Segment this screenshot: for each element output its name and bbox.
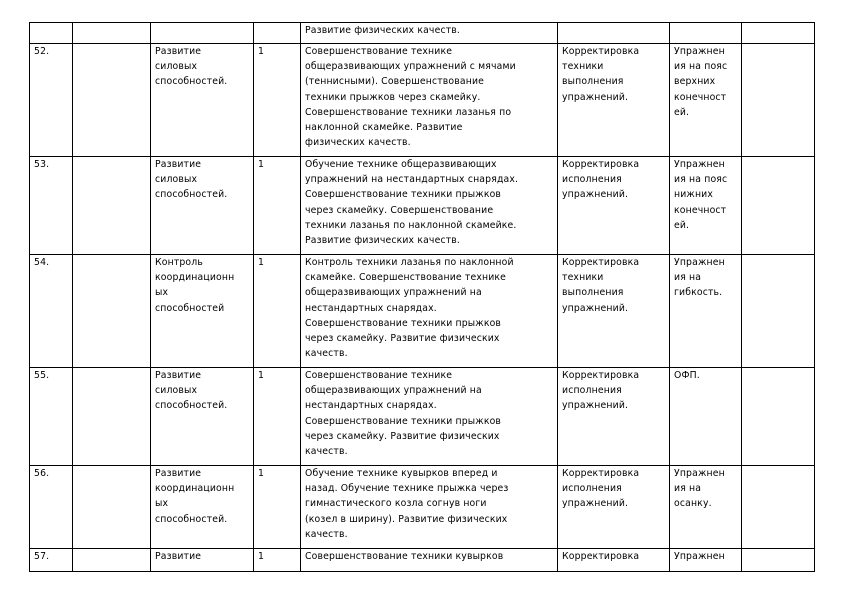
extra-cell xyxy=(742,255,815,368)
lesson-number-cell: 55. xyxy=(30,368,73,466)
hours-cell: 1 xyxy=(254,368,301,466)
homework-cell: Упражнен ия на пояс верхних конечност ей. xyxy=(670,44,742,157)
extra-cell xyxy=(742,44,815,157)
lesson-number-cell xyxy=(30,23,73,44)
lesson-number-cell: 52. xyxy=(30,44,73,157)
date-cell xyxy=(73,157,151,255)
content-cell: Контроль техники лазанья по наклонной скамейке. Совершенствование технике общеразвивающих упражнений на нестандартных снарядах. Совершенствование техники прыжков через скамейку. Развитие физических качеств. xyxy=(301,255,558,368)
extra-cell xyxy=(742,466,815,549)
table-row xyxy=(30,255,815,368)
table-row xyxy=(30,549,815,572)
correction-cell: Корректировка техники выполнения упражнений. xyxy=(558,255,670,368)
extra-cell xyxy=(742,23,815,44)
hours-cell: 1 xyxy=(254,549,301,572)
content-cell: Совершенствование техники кувырков xyxy=(301,549,558,572)
table-row xyxy=(30,466,815,549)
hours-cell: 1 xyxy=(254,157,301,255)
lesson-number-cell: 56. xyxy=(30,466,73,549)
extra-cell xyxy=(742,368,815,466)
correction-cell xyxy=(558,23,670,44)
topic-cell: Развитие силовых способностей. xyxy=(151,157,254,255)
table-row xyxy=(30,44,815,157)
topic-cell xyxy=(151,23,254,44)
date-cell xyxy=(73,23,151,44)
topic-cell: Развитие силовых способностей. xyxy=(151,368,254,466)
extra-cell xyxy=(742,157,815,255)
date-cell xyxy=(73,466,151,549)
table-row xyxy=(30,23,815,44)
topic-cell: Контроль координационн ых способностей xyxy=(151,255,254,368)
hours-cell xyxy=(254,23,301,44)
hours-cell: 1 xyxy=(254,44,301,157)
lesson-number-cell: 53. xyxy=(30,157,73,255)
date-cell xyxy=(73,549,151,572)
date-cell xyxy=(73,44,151,157)
lesson-number-cell: 57. xyxy=(30,549,73,572)
homework-cell: Упражнен ия на осанку. xyxy=(670,466,742,549)
homework-cell: ОФП. xyxy=(670,368,742,466)
hours-cell: 1 xyxy=(254,466,301,549)
content-cell: Совершенствование технике общеразвивающих упражнений на нестандартных снарядах. Совершенствование техники прыжков через скамейку. Развитие физических качеств. xyxy=(301,368,558,466)
content-cell: Обучение технике кувырков вперед и назад. Обучение технике прыжка через гимнастического козла согнув ноги (козел в ширину). Развитие физических качеств. xyxy=(301,466,558,549)
table-row xyxy=(30,157,815,255)
lesson-plan-table xyxy=(29,22,815,572)
lesson-number-cell: 54. xyxy=(30,255,73,368)
content-cell: Обучение технике общеразвивающих упражнений на нестандартных снарядах. Совершенствование техники прыжков через скамейку. Совершенствование техники лазанья по наклонной скамейке. Развитие физических качеств. xyxy=(301,157,558,255)
homework-cell: Упражнен ия на пояс нижних конечност ей. xyxy=(670,157,742,255)
correction-cell: Корректировка исполнения упражнений. xyxy=(558,157,670,255)
correction-cell: Корректировка техники выполнения упражнений. xyxy=(558,44,670,157)
homework-cell: Упражнен ия на гибкость. xyxy=(670,255,742,368)
topic-cell: Развитие силовых способностей. xyxy=(151,44,254,157)
date-cell xyxy=(73,368,151,466)
extra-cell xyxy=(742,549,815,572)
date-cell xyxy=(73,255,151,368)
homework-cell: Упражнен xyxy=(670,549,742,572)
topic-cell: Развитие xyxy=(151,549,254,572)
topic-cell: Развитие координационн ых способностей. xyxy=(151,466,254,549)
content-cell: Совершенствование технике общеразвивающих упражнений с мячами (теннисными). Совершенствование техники прыжков через скамейку. Совершенствование техники лазанья по наклонной скамейке. Развитие физических качеств. xyxy=(301,44,558,157)
hours-cell: 1 xyxy=(254,255,301,368)
correction-cell: Корректировка исполнения упражнений. xyxy=(558,368,670,466)
correction-cell: Корректировка xyxy=(558,549,670,572)
table-row xyxy=(30,368,815,466)
content-cell: Развитие физических качеств. xyxy=(301,23,558,44)
homework-cell xyxy=(670,23,742,44)
correction-cell: Корректировка исполнения упражнений. xyxy=(558,466,670,549)
